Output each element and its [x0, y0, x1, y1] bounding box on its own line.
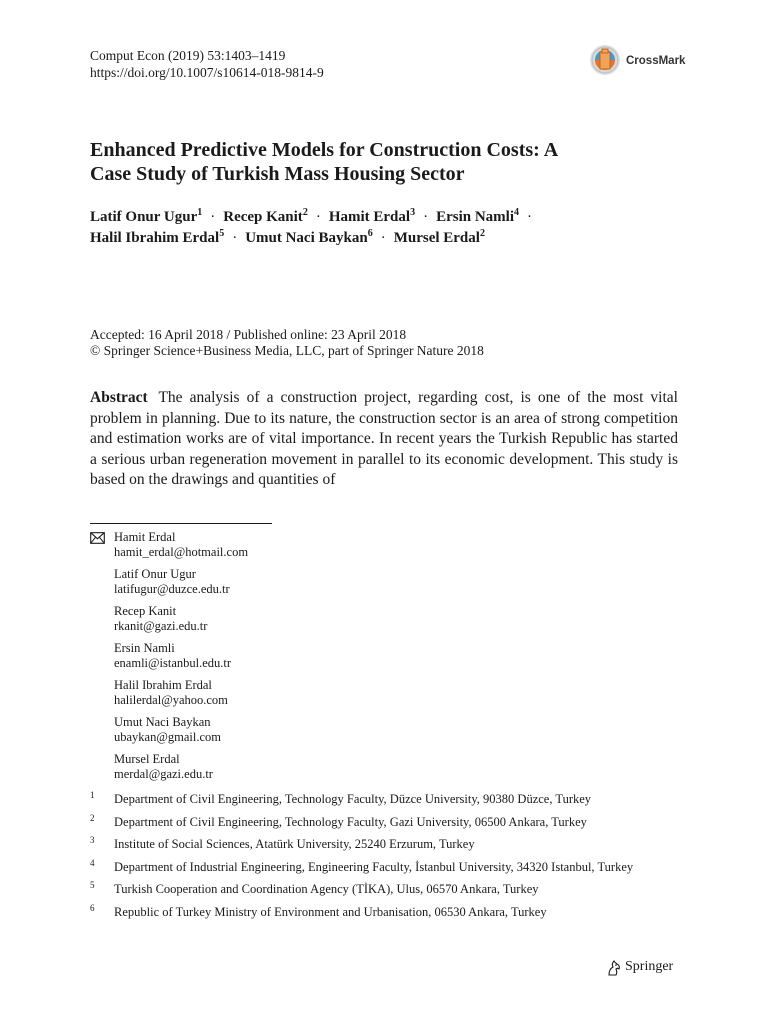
abstract-heading: Abstract — [90, 389, 148, 406]
author-name[interactable]: Hamit Erdal — [328, 209, 411, 225]
doi-link[interactable]: https://doi.org/10.1007/s10614-018-9814-9 — [90, 64, 324, 80]
publication-dates — [90, 327, 484, 359]
author-affiliation-mark: 6 — [367, 228, 373, 239]
abstract — [90, 388, 678, 491]
affiliation-number: 6 — [90, 902, 95, 913]
author-affiliation-mark: 1 — [197, 207, 203, 218]
affiliation-number: 1 — [90, 790, 95, 800]
author-name[interactable]: Recep Kanit — [223, 209, 303, 225]
title-line-2: Case Study of Turkish Mass Housing Sector — [90, 163, 465, 185]
contact-entry — [114, 530, 248, 560]
journal-citation — [90, 48, 324, 81]
affiliation-text: Department of Industrial Engineering, Engineering Faculty, İstanbul University, 34320 Istanbul, Turkey — [114, 859, 634, 874]
author-separator: · — [527, 209, 532, 225]
author-affiliation-mark: 3 — [410, 207, 416, 218]
affiliation-text: Department of Civil Engineering, Technology Faculty, Düzce University, 90380 Düzce, Turkey — [114, 792, 592, 806]
contact-entry — [114, 604, 248, 634]
affiliation-number: 3 — [90, 835, 95, 845]
author-affiliation-mark: 4 — [514, 207, 519, 218]
affiliation-number: 5 — [90, 880, 95, 890]
author-affiliation-mark: 5 — [219, 228, 225, 239]
author-line-1 — [90, 207, 690, 228]
affiliation-item — [90, 837, 680, 853]
affiliation-number: 4 — [90, 857, 95, 868]
author-separator: · — [210, 209, 216, 225]
contact-email[interactable]: halilerdal@yahoo.com — [114, 693, 228, 707]
contact-entry — [114, 715, 248, 745]
affiliation-item — [90, 902, 680, 921]
accepted-published-dates: Accepted: 16 April 2018 / Published online: 23 April 2018 — [90, 327, 407, 342]
author-affiliation-mark: 2 — [302, 207, 308, 218]
copyright-notice: © Springer Science+Business Media, LLC, part of Springer Nature 2018 — [90, 343, 484, 358]
author-separator: · — [315, 209, 321, 225]
author-contacts — [114, 530, 248, 789]
contact-entry — [114, 752, 248, 782]
contact-entry — [114, 567, 248, 597]
affiliation-item — [90, 882, 680, 898]
paper-title — [90, 138, 690, 186]
contact-name: Recep Kanit — [114, 604, 177, 618]
author-separator: · — [380, 230, 386, 246]
author-affiliation-mark: 2 — [479, 228, 485, 239]
author-name[interactable]: Halil Ibrahim Erdal — [90, 230, 220, 246]
contact-email[interactable]: hamit_erdal@hotmail.com — [114, 545, 249, 559]
contact-email[interactable]: merdal@gazi.edu.tr — [114, 767, 213, 781]
affiliation-item — [90, 812, 680, 831]
affiliation-text: Institute of Social Sciences, Atatürk University, 25240 Erzurum, Turkey — [114, 837, 475, 851]
contact-name: Latif Onur Ugur — [114, 567, 196, 581]
contact-email[interactable]: enamli@istanbul.edu.tr — [114, 656, 232, 670]
envelope-icon — [90, 532, 105, 544]
author-name[interactable]: Latif Onur Ugur — [90, 209, 198, 225]
author-name[interactable]: Ersin Namli — [436, 209, 514, 225]
contact-entry — [114, 641, 248, 671]
abstract-text: The analysis of a construction project, regarding cost, is one of the most vital problem in planning. Due to its nature, the construction sector is an area of strong competition and estimation works are of vital importance. In recent years the Turkish Republic has started a serious urban regeneration movement in parallel to its economic development. This study is based on the drawings and quantities of — [90, 389, 678, 488]
publisher-name: Springer — [625, 959, 674, 974]
contact-entry — [114, 678, 248, 708]
contact-name: Mursel Erdal — [114, 752, 180, 766]
author-line-2 — [90, 228, 690, 249]
author-separator: · — [232, 230, 238, 246]
contact-name: Umut Naci Baykan — [114, 715, 211, 729]
title-line-1: Enhanced Predictive Models for Construction Costs: A — [90, 139, 559, 161]
author-name[interactable]: Umut Naci Baykan — [245, 230, 368, 246]
journal-issue: Comput Econ (2019) 53:1403–1419 — [90, 48, 286, 63]
contact-email[interactable]: ubaykan@gmail.com — [114, 730, 221, 744]
affiliation-item — [90, 857, 680, 876]
contact-name: Hamit Erdal — [114, 530, 176, 544]
author-name[interactable]: Mursel Erdal — [393, 230, 480, 246]
springer-horse-icon — [605, 958, 623, 978]
affiliation-number: 2 — [90, 812, 95, 823]
crossmark-label[interactable]: CrossMark — [626, 55, 686, 67]
affiliation-item — [90, 792, 680, 808]
affiliation-text: Department of Civil Engineering, Technology Faculty, Gazi University, 06500 Ankara, Turkey — [114, 814, 587, 829]
affiliation-text: Republic of Turkey Ministry of Environment and Urbanisation, 06530 Ankara, Turkey — [114, 904, 547, 919]
contact-email[interactable]: rkanit@gazi.edu.tr — [114, 619, 208, 633]
contact-email[interactable]: latifugur@duzce.edu.tr — [114, 582, 230, 596]
author-list — [90, 207, 690, 249]
contact-name: Ersin Namli — [114, 641, 175, 655]
affiliations — [90, 792, 680, 927]
contact-name: Halil Ibrahim Erdal — [114, 678, 212, 692]
affiliation-text: Turkish Cooperation and Coordination Agency (TİKA), Ulus, 06570 Ankara, Turkey — [114, 882, 539, 896]
author-separator: · — [423, 209, 429, 225]
footnote-divider — [90, 523, 272, 524]
